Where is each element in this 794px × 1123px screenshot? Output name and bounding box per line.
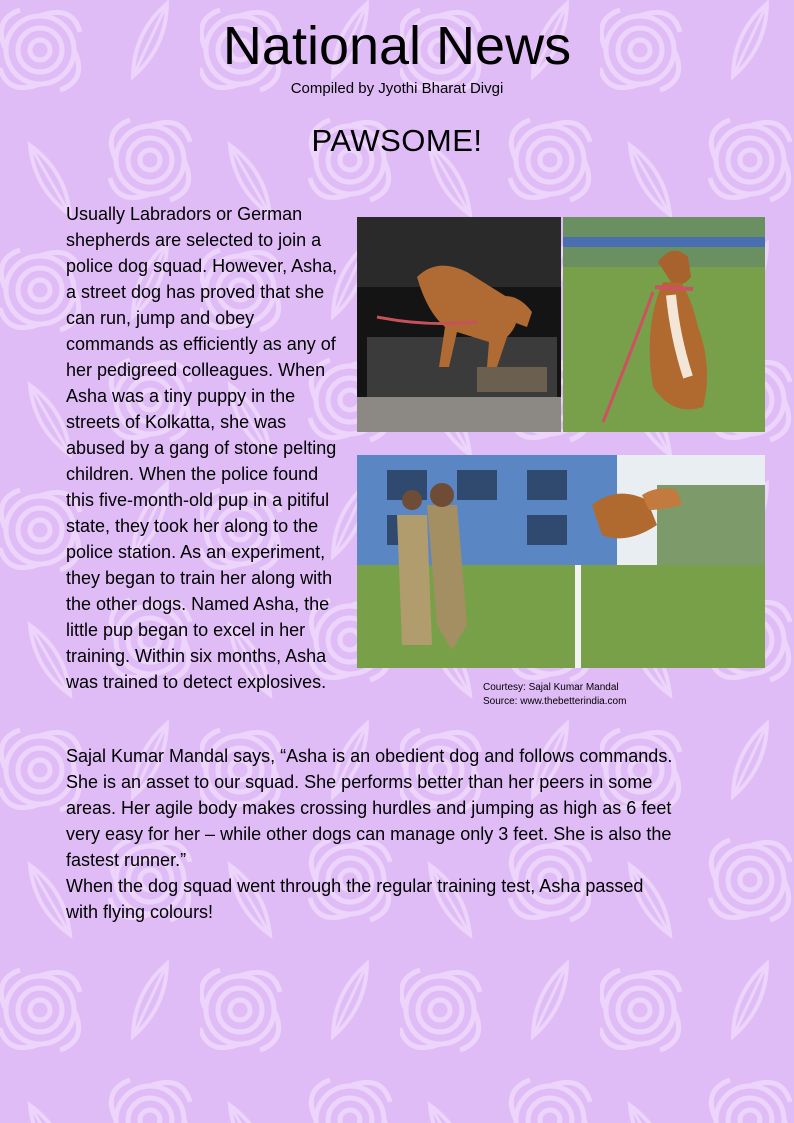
photo-dog-jumping-hurdle <box>357 455 765 668</box>
photo-caption <box>483 681 743 709</box>
article-body-bottom <box>66 743 678 925</box>
photo-dog-sitting <box>563 217 765 432</box>
page-title: National News <box>222 16 572 76</box>
caption-courtesy: Courtesy: Sajal Kumar Mandal <box>483 682 619 693</box>
photo-dog-exiting-vehicle <box>357 217 561 432</box>
caption-source: Source: www.thebetterindia.com <box>483 696 627 707</box>
article-headline: PAWSOME! <box>311 123 483 158</box>
article-conclusion: When the dog squad went through the regular training test, Asha passed with flying colours! <box>66 876 644 922</box>
article-quote: Sajal Kumar Mandal says, “Asha is an obedient dog and follows commands. She is an asset to our squad. She performs better than her peers in some areas. Her agile body makes crossing hurdles and jumping as high as 6 feet very easy for her – while other dogs can manage only 3 feet. She is also the fastest runner.” <box>66 746 673 870</box>
byline: Compiled by Jyothi Bharat Divgi <box>290 80 504 97</box>
article-intro: Usually Labradors or German shepherds are selected to join a police dog squad. However, Asha, a street dog has proved that she can run, jump and obey commands as efficiently as any of her pedigreed colleagues. When Asha was a tiny puppy in the streets of Kolkatta, she was abused by a gang of stone pelting children. When the police found this five-month-old pup in a pitiful state, they took her along to the police station. As an experiment, they began to train her along with the other dogs. Named Asha, the little pup began to excel in her training. Within six months, Asha was trained to detect explosives. <box>66 204 338 692</box>
